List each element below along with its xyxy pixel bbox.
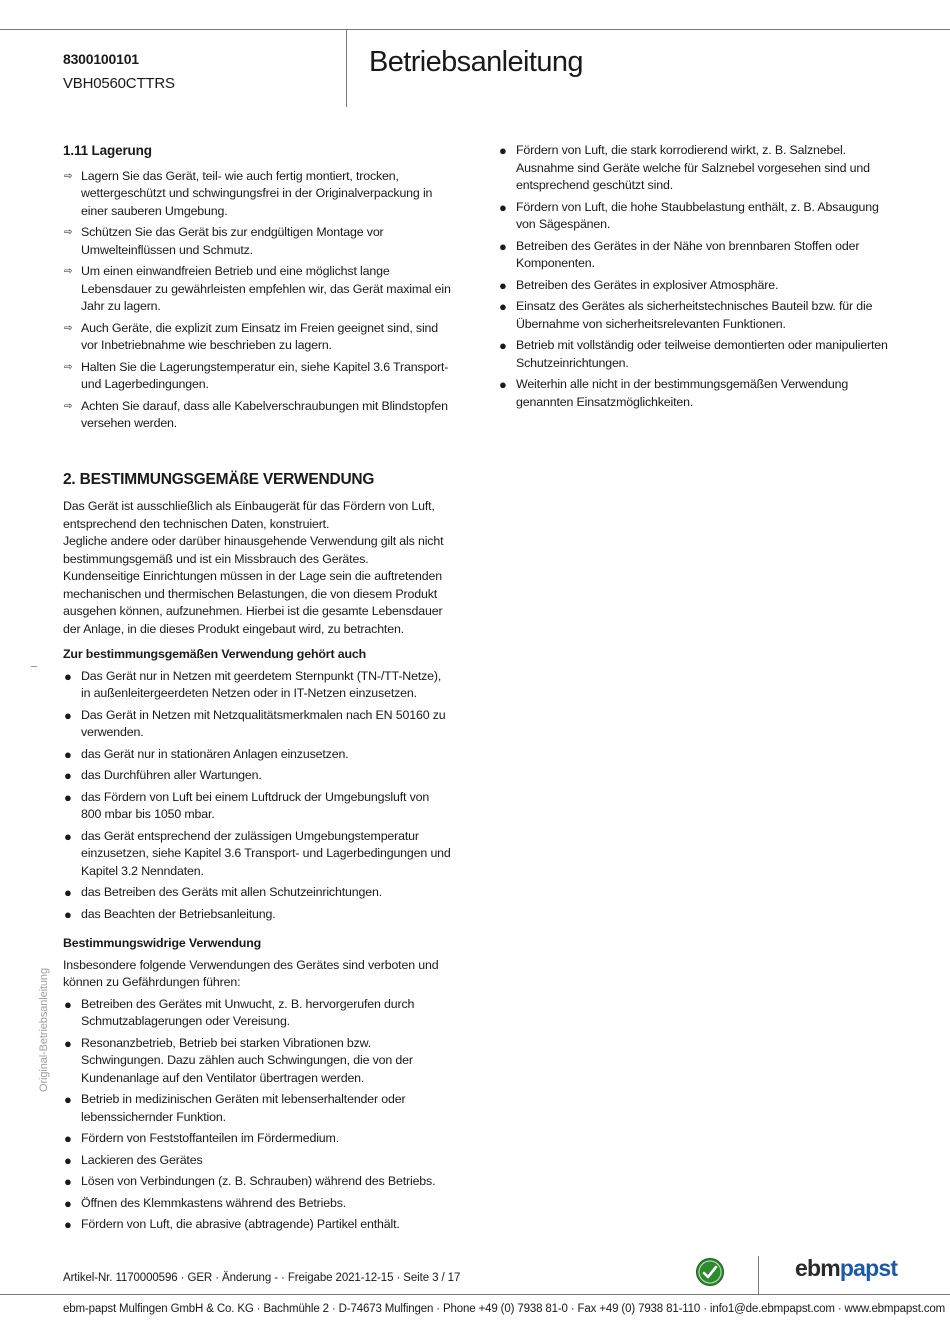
bullet-icon: ● — [64, 1152, 72, 1168]
intended-use-paragraph: Das Gerät ist ausschließlich als Einbaugerät für das Fördern von Luft, entsprechend den technischen Daten, konstruiert. — [63, 499, 435, 531]
bullet-icon: ● — [499, 143, 507, 158]
model-designation: VBH0560CTTRS — [63, 75, 175, 92]
bullet-icon: ● — [64, 828, 72, 844]
brand-logo: ebmpapst — [795, 1255, 898, 1281]
left-column — [63, 142, 451, 1238]
logo-divider — [758, 1256, 759, 1294]
list-item: ● das Gerät nur in stationären Anlagen einzusetzen. — [64, 746, 349, 762]
bullet-icon: ● — [499, 299, 507, 314]
list-item: ● Betreiben des Gerätes in der Nähe von brennbaren Stoffen oder Komponenten. — [499, 238, 860, 270]
footer-meta: Artikel-Nr. 1170000596 · GER · Änderung - · Freigabe 2021-12-15 · Seite 3 / 17 — [63, 1272, 461, 1284]
header-divider — [346, 30, 347, 107]
list-item: ● Fördern von Luft, die stark korrodierend wirkt, z. B. Salznebel. Ausnahme sind Geräte welche für Salznebel vorgesehen sind und entsprechend geschützt sind. — [499, 143, 870, 192]
list-item: ● Fördern von Feststoffanteilen im Fördermedium. — [64, 1131, 340, 1146]
list-item: ● Öffnen des Klemmkastens während des Betriebs. — [64, 1195, 347, 1211]
list-item: ● das Betreiben des Geräts mit allen Schutzeinrichtungen. — [64, 885, 383, 900]
green-tech-badge-icon — [696, 1258, 724, 1286]
intended-use-paragraph: Jegliche andere oder darüber hinausgehende Verwendung gilt als nicht bestimmungsgemäß und ist ein Missbrauch des Gerätes. — [63, 534, 444, 566]
list-item: ● das Durchführen aller Wartungen. — [64, 768, 262, 783]
includes-heading: Zur bestimmungsgemäßen Verwendung gehört auch — [63, 647, 367, 661]
arrow-icon: ⇨ — [64, 266, 73, 277]
bullet-icon: ● — [64, 668, 72, 684]
bullet-icon: ● — [64, 996, 72, 1012]
bullet-icon: ● — [64, 746, 72, 762]
bullet-icon: ● — [499, 338, 507, 353]
misuse-list — [63, 996, 451, 1234]
includes-list — [63, 668, 451, 924]
intended-use-paragraph: Kundenseitige Einrichtungen müssen in der Lage sein die auftretenden mechanischen und thermischen Belastungen, die von diesem Produkt ausgehen können, aufzunehmen. Hierbei ist die gesamte Lebensdauer der Anlage, in die dieses Produkt eingebaut wird, zu betrachten. — [63, 569, 443, 636]
header-rule — [0, 29, 950, 30]
arrow-icon: ⇨ — [64, 170, 73, 182]
misuse-heading: Bestimmungswidrige Verwendung — [63, 936, 262, 950]
arrow-icon: ⇨ — [64, 400, 73, 412]
footer-address: ebm-papst Mulfingen GmbH & Co. KG · Bachmühle 2 · D-74673 Mulfingen · Phone +49 (0) 7938 81-0 · Fax +49 (0) 7938 81-110 · info1@de.ebmpapst.com · www.ebmpapst.com — [63, 1303, 946, 1315]
arrow-icon: ⇨ — [64, 361, 73, 373]
bullet-icon: ● — [64, 768, 72, 783]
bullet-icon: ● — [64, 789, 72, 805]
margin-tick — [31, 666, 37, 667]
misuse-list-continued — [498, 142, 890, 411]
storage-heading: 1.11 Lagerung — [63, 143, 152, 158]
bullet-icon: ● — [64, 707, 72, 723]
list-item: ● Betrieb in medizinischen Geräten mit lebenserhaltender oder lebenssichernder Funktion. — [64, 1092, 406, 1124]
list-item: ⇨ Schützen Sie das Gerät bis zur endgültigen Montage vor Umwelteinflüssen und Schmutz. — [64, 225, 384, 257]
list-item: ● Einsatz des Gerätes als sicherheitstechnisches Bauteil bzw. für die Übernahme von sicherheitsrelevanten Funktionen. — [499, 299, 873, 331]
arrow-icon: ⇨ — [64, 322, 73, 334]
bullet-icon: ● — [64, 885, 72, 900]
bullet-icon: ● — [64, 1092, 72, 1107]
bullet-icon: ● — [64, 1174, 72, 1189]
list-item: ● das Fördern von Luft bei einem Luftdruck der Umgebungsluft von 800 mbar bis 1050 mbar. — [64, 789, 430, 821]
article-number: 8300100101 — [63, 51, 139, 67]
arrow-icon: ⇨ — [64, 227, 73, 238]
bullet-icon: ● — [499, 377, 507, 392]
storage-list — [63, 168, 451, 433]
list-item: ⇨ Auch Geräte, die explizit zum Einsatz im Freien geeignet sind, sind vor Inbetriebnahme wie beschrieben zu lagern. — [64, 320, 439, 352]
list-item: ● Fördern von Luft, die abrasive (abtragende) Partikel enthält. — [64, 1217, 400, 1232]
list-item: ⇨ Lagern Sie das Gerät, teil- wie auch fertig montiert, trocken, wettergeschützt und schwingungsfrei in der Originalverpackung in einer sauberen Umgebung. — [64, 168, 433, 218]
bullet-icon: ● — [499, 238, 507, 254]
list-item: ● Lackieren des Gerätes — [64, 1152, 203, 1168]
list-item: ● Fördern von Luft, die hohe Staubbelastung enthält, z. B. Absaugung von Sägespänen. — [499, 199, 879, 231]
footer-rule — [0, 1294, 950, 1295]
list-item: ⇨ Achten Sie darauf, dass alle Kabelverschraubungen mit Blindstopfen versehen werden. — [64, 398, 448, 430]
list-item: ⇨ Um einen einwandfreien Betrieb und eine möglichst lange Lebensdauer zu gewährleisten empfehlen wir, das Gerät maximal ein Jahr zu lagern. — [64, 264, 451, 313]
document-title: Betriebsanleitung — [369, 46, 583, 78]
bullet-icon: ● — [64, 906, 72, 922]
bullet-icon: ● — [64, 1131, 72, 1146]
list-item: ● Das Gerät in Netzen mit Netzqualitätsmerkmalen nach EN 50160 zu verwenden. — [64, 707, 446, 739]
bullet-icon: ● — [64, 1195, 72, 1211]
intended-use-heading: 2. BESTIMMUNGSGEMÄßE VERWENDUNG — [63, 470, 375, 488]
list-item: ● Betrieb mit vollständig oder teilweise demontierten oder manipulierten Schutzeinrichtungen. — [499, 338, 888, 370]
bullet-icon: ● — [64, 1035, 72, 1051]
list-item: ● Das Gerät nur in Netzen mit geerdetem Sternpunkt (TN-/TT-Netze), in außenleitergeerdeten Netzen oder in IT-Netzen einzusetzen. — [64, 668, 442, 700]
list-item: ⇨ Halten Sie die Lagerungstemperatur ein, siehe Kapitel 3.6 Transport- und Lagerbedingungen. — [64, 359, 449, 391]
list-item: ● Betreiben des Gerätes in explosiver Atmosphäre. — [499, 277, 779, 293]
list-item: ● das Beachten der Betriebsanleitung. — [64, 906, 276, 922]
side-label: Original-Betriebsanleitung — [38, 968, 50, 1092]
list-item: ● Weiterhin alle nicht in der bestimmungsgemäßen Verwendung genannten Einsatzmöglichkeiten. — [499, 377, 849, 409]
list-item: ● Betreiben des Gerätes mit Unwucht, z. B. hervorgerufen durch Schmutzablagerungen oder Vereisung. — [64, 996, 415, 1028]
misuse-intro: Insbesondere folgende Verwendungen des Gerätes sind verboten und können zu Gefährdungen führen: — [63, 957, 439, 989]
list-item: ● Lösen von Verbindungen (z. B. Schrauben) während des Betriebs. — [64, 1174, 436, 1189]
list-item: ● Resonanzbetrieb, Betrieb bei starken Vibrationen bzw. Schwingungen. Dazu zählen auch Schwingungen, die von der Kundenanlage auf den Ventilator übertragen werden. — [64, 1035, 413, 1085]
right-column — [498, 142, 890, 415]
bullet-icon: ● — [64, 1217, 72, 1232]
list-item: ● das Gerät entsprechend der zulässigen Umgebungstemperatur einzusetzen, siehe Kapitel 3.6 Transport- und Lagerbedingungen und Kapitel 3.2 Nenndaten. — [64, 828, 451, 878]
bullet-icon: ● — [499, 277, 507, 293]
bullet-icon: ● — [499, 199, 507, 215]
